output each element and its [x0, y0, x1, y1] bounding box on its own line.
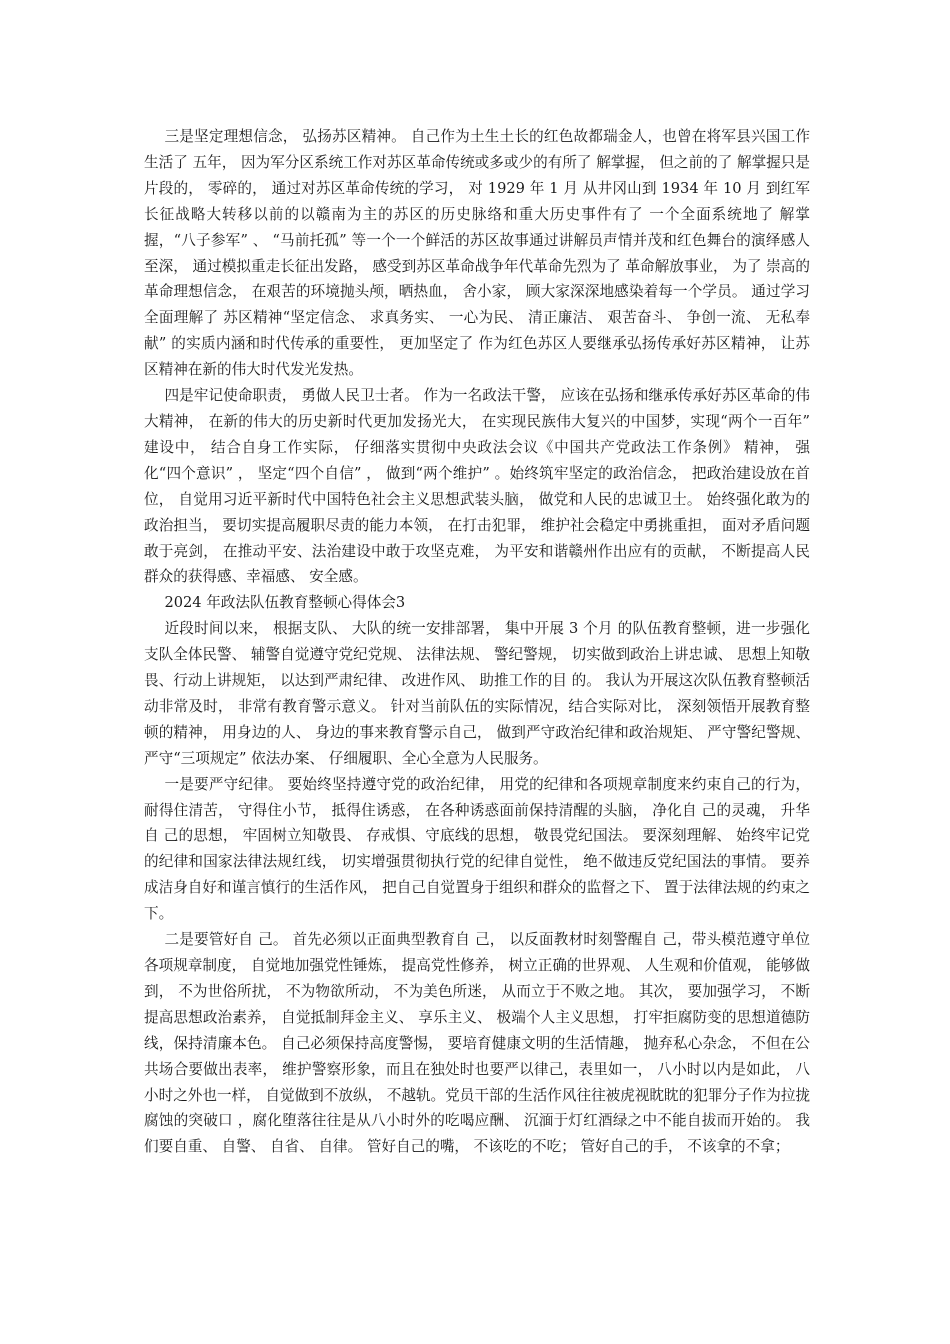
- document-body: [144, 124, 810, 1160]
- section-heading: 2024 年政法队伍教育整顿心得体会3: [164, 594, 406, 612]
- paragraph-self-management: 二是要管好自 己。 首先必须以正面典型教育自 己， 以反面教材时刻警醒自 己，带头模范遵守单位各项规章制度， 自觉地加强党性锤炼， 提高党性修养， 树立正确的世界观、 人生观和价值观， 能够做到， 不为世俗所扰， 不为物欲所动， 不为美色所迷， 从而立于不败之地。 其次， 要加强学习， 不断提高思想政治素养， 自觉抵制拜金主义、 享乐主义、 极端个人主义思想， 打牢拒腐防变的思想道德防线，保持清廉本色。 自己必须保持高度警惕， 要培育健康文明的生活情趣， 抛弃私心杂念， 不但在公共场合要做出表率， 维护警察形象，而且在独处时也要严以律己，表里如一， 八小时以内是如此， 八小时之外也一样， 自觉做到不放纵， 不越轨。党员干部的生活作风往往被虎视眈眈的犯罪分子作为拉拢腐蚀的突破口 ，腐化堕落往往是从八小时外的吃喝应酬、 沉湎于灯红酒绿之中不能自拔而开始的。 我们要自重、 自警、 自省、 自律。 管好自己的嘴， 不该吃的不吃； 管好自己的手， 不该拿的不拿；: [144, 931, 811, 1156]
- paragraph-mission: 四是牢记使命职责， 勇做人民卫士者。 作为一名政法干警， 应该在弘扬和继承传承好苏区革命的伟大精神， 在新的伟大的历史新时代更加发扬光大， 在实现民族伟大复兴的中国梦，实现“两个一百年” 建设中， 结合自身工作实际， 仔细落实贯彻中央政法会议《中国共产党政法工作条例》 精神， 强化“四个意识” ， 坚定“四个自信” ， 做到“两个维护” 。始终筑牢坚定的政治信念， 把政治建设放在首位， 自觉用习近平新时代中国特色社会主义思想武装头脑， 做党和人民的忠诚卫士。 始终强化敢为的政治担当， 要切实提高履职尽责的能力本领， 在打击犯罪， 维护社会稳定中勇挑重担， 面对矛盾问题敢于亮剑， 在推动平安、法治建设中敢于攻坚克难， 为平安和谐赣州作出应有的贡献， 不断提高人民群众的获得感、幸福感、 安全感。: [144, 387, 810, 586]
- paragraph-discipline: 一是要严守纪律。 要始终坚持遵守党的政治纪律， 用党的纪律和各项规章制度来约束自己的行为， 耐得住清苦， 守得住小节， 抵得住诱惑， 在各种诱惑面前保持清醒的头脑， 净化自 己的灵魂， 升华自 己的思想， 牢固树立知敬畏、 存戒惧、守底线的思想， 敬畏党纪国法。 要深刻理解、 始终牢记党的纪律和国家法律法规红线， 切实增强贯彻执行党的纪律自觉性， 绝不做违反党纪国法的事情。 要养成洁身自好和谨言慎行的生活作风， 把自己自觉置身于组织和群众的监督之下、 置于法律法规的约束之下。: [144, 775, 811, 923]
- paragraph-intro: 近段时间以来， 根据支队、 大队的统一安排部署， 集中开展 3 个月 的队伍教育整顿，进一步强化支队全体民警、 辅警自觉遵守党纪党规、 法律法规、 警纪警规， 切实做到政治上讲忠诚、 思想上知敬畏、行动上讲规矩， 以达到严肃纪律、 改进作风、 助推工作的目 的。 我认为开展这次队伍教育整顿活动非常及时， 非常有教育警示意义。 针对当前队伍的实际情况，结合实际对比， 深刻领悟开展教育整顿的精神， 用身边的人、 身边的事来教育警示自己， 做到严守政治纪律和政治规矩、 严守警纪警规、 严守“三项规定” 依法办案、 仔细履职、全心全意为人民服务。: [144, 620, 810, 767]
- paragraph-ideals: 三是坚定理想信念， 弘扬苏区精神。 自己作为土生土长的红色故都瑞金人，也曾在将军县兴国工作生活了 五年， 因为军分区系统工作对苏区革命传统或多或少的有所了 解掌握， 但之前的了 解掌握只是片段的， 零碎的， 通过对苏区革命传统的学习， 对 1929 年 1 月 从井冈山到 1934 年 10 月 到红军长征战略大转移以前的以赣南为主的苏区的历史脉络和重大历史事件有了 一个全面系统地了 解掌握，“八子参军” 、 “马前托孤” 等一个一个鲜活的苏区故事通过讲解员声情并茂和红色舞台的演绎感人至深， 通过模拟重走长征出发路， 感受到苏区革命战争年代革命先烈为了 革命解放事业， 为了 崇高的革命理想信念， 在艰苦的环境抛头颅，晒热血， 舍小家， 顾大家深深地感染着每一个学员。 通过学习全面理解了 苏区精神“坚定信念、 求真务实、 一心为民、 清正廉洁、 艰苦奋斗、 争创一流、 无私奉献” 的实质内涵和时代传承的重要性， 更加坚定了 作为红色苏区人要继承弘扬传承好苏区精神， 让苏区精神在新的伟大时代发光发热。: [144, 128, 810, 379]
